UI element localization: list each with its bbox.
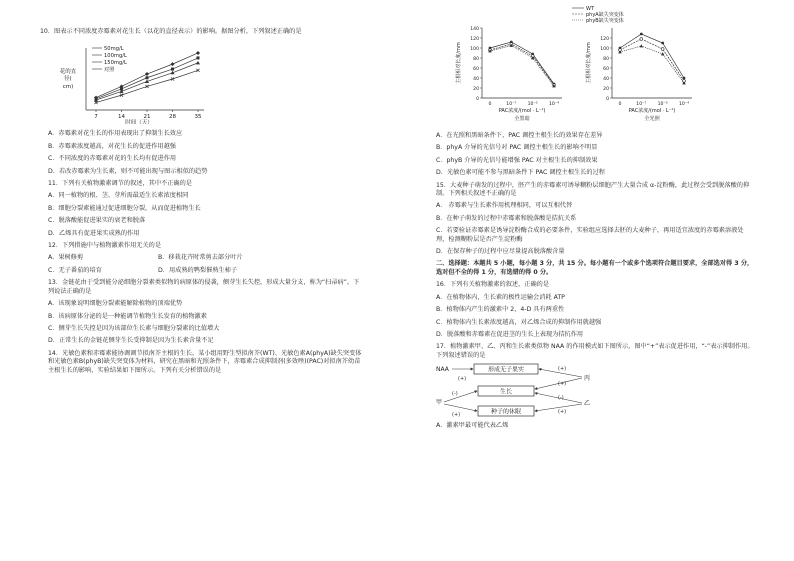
left-column	[40, 28, 362, 375]
fig14-x-tick-label: 10⁻⁴	[678, 102, 690, 107]
q14-option-a: A．在光照和黑暗条件下，PAC 调控主根生长的效果存在差异	[436, 132, 603, 139]
fig14-point-phyb	[640, 44, 644, 47]
q12-options-row-2	[40, 267, 362, 275]
q14-option-b: B．phyA 介导的光信号对 PAC 调控主根生长的影响不明显	[436, 144, 598, 152]
fig14-y-tick-label: 0	[476, 96, 479, 102]
question-17-stem: 17．植物激素甲、乙、丙和生长素类似物 NAA 的作用模式如下图所示，图中“+”表示促进作用，“-”表示抑制作用。下列叙述错误的是	[436, 343, 754, 359]
sign-yi-dormancy-plus: (+)	[558, 409, 567, 416]
fig10-legend-label: 100mg/L	[104, 53, 127, 60]
label-bing: 丙	[584, 375, 591, 383]
question-14-stem: 14．光敏色素和赤霉素能协调调节拟南芥主根的生长。某小组用野生型拟南芥(WT)、光敏色素A(phyA)缺失突变体和光敏色素B(phyB)缺失突变体为材料，研究在黑暗和光照条件下，赤霉素合成抑制剂(多效唑)(PAC)对拟南芥幼苗主根生长的影响，实验结果如下图所示。下列有关分析错误的是	[48, 349, 362, 374]
fig14-y-label: 主根相对长度/mm	[456, 42, 462, 84]
question-12-stem: 12．下列措施中与植物激素作用无关的是	[48, 242, 162, 250]
question-16-stem: 16．下列有关植物激素的叙述，正确的是	[436, 281, 550, 289]
fig10-x-tick-label: 7	[94, 114, 98, 121]
q12-option-c: C．无子番茄的培育	[48, 266, 102, 274]
figure-10-svg	[40, 38, 240, 124]
fig14-x-tick-label: 10⁻⁷	[636, 102, 647, 107]
figure-17-diagram	[434, 360, 754, 422]
q16-option-b: B．植物体内产生的激素中 2，4-D 具有两重性	[436, 306, 565, 314]
q11-option-c: C．脱落酸能促进果实的衰老和脱落	[48, 217, 146, 225]
fig14-y-tick-label: 60	[603, 66, 609, 72]
fig14-y-tick-label: 20	[473, 86, 479, 92]
fig14-series-line	[620, 34, 684, 78]
figure-17-svg	[434, 360, 604, 422]
fig14-y-tick-label: 40	[473, 76, 479, 82]
fig14-y-tick-label: 140	[470, 26, 479, 32]
fig14-series-line	[620, 46, 684, 83]
fig14-x-tick-label: 10⁻⁵	[657, 102, 668, 107]
q12-option-d: D．用成熟的鸭梨催熟生柿子	[158, 266, 238, 274]
fig14-point-phyb	[661, 52, 665, 55]
fig14-x-tick-label: 0	[488, 102, 492, 107]
fig10-point-cross	[196, 69, 199, 72]
fig14-y-tick-label: 60	[473, 66, 479, 72]
fig14-series-line	[490, 44, 554, 85]
fig14-x-tick-label: 10⁻⁴	[548, 102, 560, 107]
label-naa: NAA	[436, 366, 449, 374]
fig14-series-line	[490, 42, 554, 84]
q17-option-a: A．激素甲最可能代表乙烯	[436, 422, 509, 430]
sign-naa-plus: (+)	[458, 376, 467, 383]
fig14-point-phya	[661, 48, 664, 51]
fig10-x-tick-label: 21	[143, 114, 151, 121]
q14-option-c: C．phyB 介导的光信号能增强 PAC 对主根生长的抑制效果	[436, 156, 598, 164]
label-yi: 乙	[584, 400, 591, 408]
fig14-y-tick-label: 100	[470, 46, 479, 52]
fig14-y-tick-label: 80	[603, 56, 609, 62]
arrow-jia-dormancy	[444, 404, 477, 411]
box-seedless-fruit-label: 形成无子果实	[487, 366, 525, 374]
fig14-y-tick-label: 120	[470, 36, 479, 42]
fig10-point-diamond	[145, 72, 149, 76]
fig10-point-diamond	[171, 63, 175, 67]
fig14-x-label: PAC浓度/(mol · L⁻¹)	[628, 108, 676, 114]
q13-option-b: B．该病原体分泌的是一种能调节植物生长发育的植物激素	[48, 312, 207, 320]
fig14-y-tick-label: 0	[606, 96, 609, 102]
fig14-y-tick-label: 120	[600, 36, 609, 42]
q16-option-c: C．植物体内生长素浓度越高，对乙烯合成的抑制作用就越强	[436, 318, 602, 326]
fig14-series-line	[490, 46, 554, 87]
fig14-point-wt	[661, 42, 664, 45]
fig10-y-label-part1: 花的直	[59, 69, 77, 76]
box-growth-label: 生长	[499, 388, 513, 396]
fig14-legend-label: WT	[586, 6, 594, 12]
q13-option-d: D．正常生长的金链花侧芽生长受抑制是因为生长素含量不足	[48, 337, 214, 345]
sign-jia-dormancy-plus: (+)	[452, 412, 461, 419]
fig10-legend-label: 150mg/L	[104, 60, 127, 67]
fig14-series-line	[620, 39, 684, 81]
fig10-x-tick-label: 14	[118, 114, 125, 121]
fig14-x-tick-label: 10⁻⁷	[506, 102, 517, 107]
label-jia: 甲	[436, 399, 443, 407]
question-11-stem: 11．下列有关植物激素调节的叙述，其中不正确的是	[48, 180, 192, 188]
figure-14-chart	[442, 4, 754, 128]
fig10-x-tick-label: 35	[194, 114, 202, 121]
fig14-point-wt	[683, 77, 686, 80]
fig14-panel-title: 全光照	[644, 116, 660, 122]
fig14-y-tick-label: 20	[603, 86, 609, 92]
fig10-y-label-part2: 径(	[64, 76, 72, 83]
sign-jia-growth-minus: (-)	[452, 391, 458, 398]
figure-14-svg	[442, 4, 742, 128]
fig14-point-wt	[640, 33, 643, 36]
q12-option-b: B．移栽花卉时常剪去部分叶片	[158, 254, 243, 262]
fig14-legend-label: phyB缺失突变体	[586, 18, 624, 24]
question-15-stem: 15．大麦种子萌发的过程中，胚产生的赤霉素可诱导糊粉层细胞产生大量合成 α-淀粉酶，此过程会受到脱落酸的抑制。下列相关叙述不正确的是	[436, 181, 750, 198]
fig10-point-diamond	[196, 51, 200, 55]
fig10-point-square	[171, 68, 174, 71]
question-10-stem: 10．图表示不同浓度赤霉素对花生长（以花的直径表示）的影响。据图分析，下列叙述正确的是	[40, 28, 302, 35]
q15-option-b: B．在种子萌发的过程中赤霉素和脱落酸是拮抗关系	[436, 214, 577, 222]
q11-option-b: B．细胞分裂素能通过促进细胞分裂，从而促进植物生长	[48, 204, 201, 212]
sign-bing-growth-plus: (+)	[558, 381, 567, 388]
q15-option-a: A． 赤霉素与生长素作用机理相同，可以互相代替	[436, 202, 573, 210]
q10-option-d: D．若改赤霉素为生长素，则不可能出现与图示相似的趋势	[48, 167, 208, 175]
sign-bing-fruit-plus: (+)	[558, 366, 567, 373]
fig14-y-tick-label: 40	[603, 76, 609, 82]
q10-option-a: A．赤霉素对花生长的作用表现出了抑制生长效应	[48, 130, 183, 138]
q16-option-d: D．脱落酸和赤霉素在促进茎的生长上表现为拮抗作用	[436, 330, 584, 338]
q15-option-c: C．若要验证赤霉素是诱导淀粉酶合成的必要条件，实验组应选择去胚的大麦种子，再用适宜浓度的赤霉素溶液处理，检测糊粉层是否产生淀粉酶	[436, 227, 744, 243]
box-seed-dormancy-label: 种子的休眠	[490, 408, 522, 416]
right-column	[428, 4, 754, 431]
fig14-y-tick-label: 100	[600, 46, 609, 52]
fig14-legend-label: phyA缺失突变体	[586, 12, 624, 18]
fig14-panel-title: 全黑暗	[514, 116, 530, 122]
fig14-y-tick-label: 80	[473, 56, 479, 62]
figure-10-chart	[40, 38, 362, 124]
question-13-stem: 13．金链花由于受到能分泌细胞分裂素类似物的病原体的侵袭，侧芽生长失控，形成大量分支，称为“扫帚病”。下列说法正确的是	[48, 279, 360, 295]
fig14-x-label: PAC浓度/(mol · L⁻¹)	[498, 108, 546, 114]
fig10-legend-label: 50mg/L	[104, 46, 124, 53]
arrow-jia-growth	[444, 391, 477, 402]
fig14-y-label: 主根相对长度/mm	[586, 42, 592, 84]
fig10-y-label-part3: cm)	[62, 84, 74, 91]
fig10-legend-label: 对照	[104, 67, 115, 74]
fig10-x-label: 时间（天）	[125, 120, 153, 125]
q15-option-d: D．在保存种子的过程中应尽量提高脱落酸含量	[436, 248, 565, 256]
q16-option-a: A．在植物体内，生长素的极性运输会消耗 ATP	[436, 293, 565, 301]
q14-option-d: D．光敏色素可能不参与黑暗条件下 PAC 调控主根生长的过程	[436, 169, 605, 177]
q11-option-a: A．同一植物的根、茎、芽所需最适生长素浓度相同	[48, 192, 189, 200]
q12-option-a: A．果树修剪	[48, 254, 84, 262]
q12-options-row-1	[40, 254, 362, 262]
q13-option-c: C．侧芽生长失控是因为该部位生长素与细胞分裂素的比值增大	[48, 324, 220, 332]
fig14-point-phya	[640, 38, 643, 41]
fig10-point-square	[146, 77, 149, 80]
q10-option-c: C．不同浓度的赤霉素对花的生长均有促进作用	[48, 155, 177, 163]
q10-option-b: B．赤霉素浓度越高，对花生长的促进作用越强	[48, 142, 176, 150]
fig10-point-triangle	[196, 61, 200, 65]
sign-yi-growth-minus: (-)	[558, 395, 564, 402]
fig10-x-tick-label: 28	[169, 114, 176, 121]
fig14-x-tick-label: 0	[618, 102, 622, 107]
q13-option-a: A．该现象说明细胞分裂素能解除植物的顶端优势	[48, 300, 183, 308]
section-2-heading: 二、选择题：本题共 5 小题，每小题 3 分，共 15 分。每小题有一个或多个选项符合题目要求，全部选对得 3 分，选对但不全的得 1 分，有选错的得 0 分。	[436, 260, 754, 276]
q11-option-d: D．乙烯具有促进果实成熟的作用	[48, 229, 140, 237]
fig14-x-tick-label: 10⁻⁵	[527, 102, 538, 107]
fig10-point-square	[197, 57, 200, 60]
